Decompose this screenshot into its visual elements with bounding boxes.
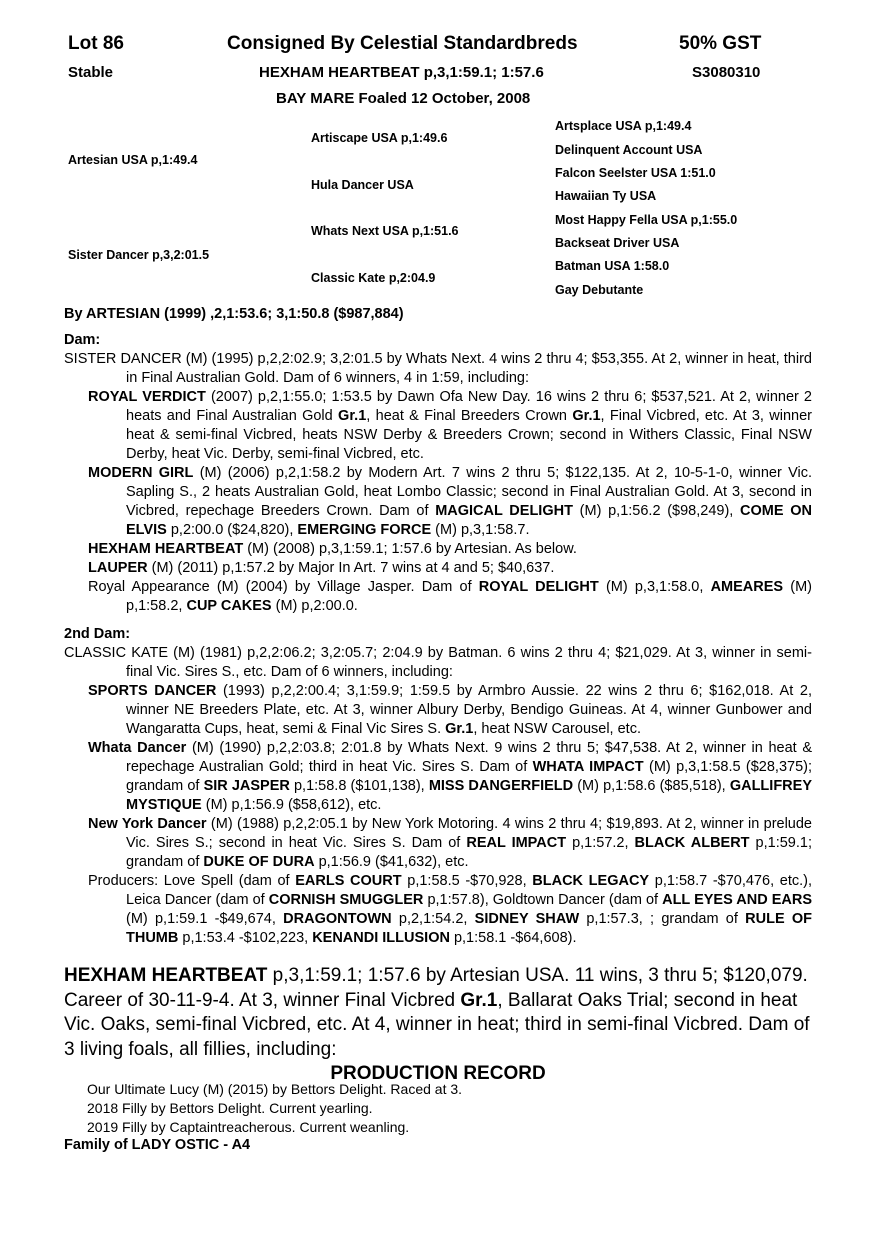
pedigree-gen3: Artsplace USA p,1:49.4 — [555, 119, 692, 133]
entry-text: , heat NSW Carousel, etc. — [473, 721, 641, 737]
bold-name: EMERGING FORCE — [297, 522, 432, 538]
bold-name: BLACK LEGACY — [532, 873, 650, 889]
entry-text: (M) (2008) p,3,1:59.1; 1:57.6 by Artesian. As below. — [243, 541, 577, 557]
entry-text: (M) (2006) p,2,1:58.2 by Modern Art. 7 wins 2 thru 5; $122,135. At 2, 10-5-1-0, winner Vic. Sapling S., 2 heats Australian Gold, heat Lombo Classic; second in Final Australian Gold. At 3, second in Vicbred, repechage Breeders Crown. Dam of — [126, 465, 813, 519]
bold-name: ALL EYES AND EARS — [662, 892, 813, 908]
bold-name: MISS DANGERFIELD — [428, 778, 574, 794]
entry-text: (M) p,1:58.2, — [126, 579, 813, 614]
bold-name: Whata Dancer — [88, 740, 187, 756]
entry-text: p,1:58.7 -$70,476, etc.), Leica Dancer (dam of — [126, 873, 812, 908]
dam-label: Dam: — [64, 332, 101, 348]
summary-text-2: , Ballarat Oaks Trial; second in heat Vic. Oaks, semi-final Vicbred, etc. At 4, winner in heat; third in semi-final Vicbred. Dam of 3 living foals, all fillies, including: — [64, 989, 810, 1060]
dam-lead: SISTER DANCER (M) (1995) p,2,2:02.9; 3,2:01.5 by Whats Next. 4 wins 2 thru 4; $53,355. At 2, winner in heat, third in Final Australian Gold. Dam of 6 winners, 4 in 1:59, including: — [64, 351, 812, 386]
bold-name: DUKE OF DURA — [203, 854, 315, 870]
entry-text: (M) (2011) p,1:57.2 by Major In Art. 7 wins at 4 and 5; $40,637. — [147, 560, 555, 576]
summary-paragraph — [64, 964, 812, 1062]
entry-text: (M) p,3,1:58.7. — [431, 522, 530, 538]
bold-name: WHATA IMPACT — [532, 759, 644, 775]
bold-name: GALLIFREY MYSTIQUE — [126, 778, 812, 813]
entry-text: p,1:58.5 -$70,928, — [401, 873, 533, 889]
entry-text: (M) p,1:59.1 -$49,674, — [126, 911, 284, 927]
offspring-entry — [64, 815, 812, 872]
entry-text: p,1:57.3, ; grandam of — [579, 911, 746, 927]
second-dam-label: 2nd Dam: — [64, 626, 131, 642]
entry-text: p,1:58.1 -$64,608). — [449, 930, 577, 946]
pedigree-gen3: Gay Debutante — [555, 283, 644, 297]
bold-name: Gr.1 — [445, 721, 474, 737]
bold-name: BLACK ALBERT — [634, 835, 750, 851]
bold-name: MAGICAL DELIGHT — [435, 503, 573, 519]
second-dam-lead: CLASSIC KATE (M) (1981) p,2,2:06.2; 3,2:05.7; 2:04.9 by Batman. 6 wins 2 thru 4; $21,029. At 3, winner in semi-final Vic. Sires S., etc. Dam of 6 winners, including: — [64, 645, 812, 680]
bold-name: Gr.1 — [572, 408, 601, 424]
production-item: 2018 Filly by Bettors Delight. Current yearling. — [87, 1100, 373, 1116]
bold-name: AMEARES — [710, 579, 784, 595]
bold-name: HEXHAM HEARTBEAT — [88, 541, 244, 557]
entry-text: (M) p,1:56.9 ($58,612), etc. — [201, 797, 382, 813]
bold-name: SPORTS DANCER — [88, 683, 217, 699]
bold-name: CORNISH SMUGGLER — [268, 892, 424, 908]
dam-offspring-list — [64, 388, 812, 616]
bold-name: EARLS COURT — [295, 873, 402, 889]
entry-text: p,1:58.8 ($101,138), — [289, 778, 429, 794]
entry-text: p,1:56.9 ($41,632), etc. — [314, 854, 469, 870]
entry-text: Royal Appearance (M) (2004) by Village Jasper. Dam of — [88, 579, 479, 595]
entry-text: p,1:59.1; grandam of — [126, 835, 812, 870]
horse-title: HEXHAM HEARTBEAT p,3,1:59.1; 1:57.6 — [259, 64, 544, 81]
entry-text: (M) (1990) p,2,2:03.8; 2:01.8 by Whats Next. 9 wins 2 thru 5; $47,538. At 2, winner in heat & repechage Australian Gold; third in heat Vic. Sires S. Dam of — [126, 740, 812, 775]
offspring-entry — [64, 578, 812, 616]
entry-text: p,1:57.2, — [566, 835, 635, 851]
bold-name: COME ON ELVIS — [126, 503, 813, 538]
horse-summary — [64, 964, 812, 1087]
bold-name: ROYAL DELIGHT — [478, 579, 599, 595]
bold-name: MODERN GIRL — [88, 465, 194, 481]
offspring-entry — [64, 872, 812, 948]
pedigree-sire-sire: Artiscape USA p,1:49.6 — [311, 131, 448, 145]
pedigree-gen3: Hawaiian Ty USA — [555, 189, 657, 203]
entry-text: p,2:00.0 ($24,820), — [166, 522, 298, 538]
production-item: Our Ultimate Lucy (M) (2015) by Bettors Delight. Raced at 3. — [87, 1081, 463, 1097]
bold-name: SIDNEY SHAW — [474, 911, 580, 927]
pedigree-dam-dam: Classic Kate p,2:04.9 — [311, 271, 436, 285]
bold-name: DRAGONTOWN — [283, 911, 392, 927]
horse-code: S3080310 — [692, 64, 761, 81]
consignor: Consigned By Celestial Standardbreds — [227, 33, 578, 54]
entry-text: (M) p,1:56.2 ($98,249), — [572, 503, 741, 519]
entry-text: , heat & Final Breeders Crown — [366, 408, 573, 424]
bold-name: Gr.1 — [338, 408, 367, 424]
offspring-entry — [64, 464, 812, 540]
offspring-entry — [64, 540, 812, 559]
pedigree-sire-dam: Hula Dancer USA — [311, 178, 414, 192]
entry-text: Producers: Love Spell (dam of — [88, 873, 296, 889]
entry-text: (M) p,3,1:58.5 ($28,375); grandam of — [126, 759, 812, 794]
entry-text: p,2,1:54.2, — [391, 911, 475, 927]
entry-text: (2007) p,2,1:55.0; 1:53.5 by Dawn Ofa New Day. 16 wins 2 thru 6; $537,521. At 2, winner 2 heats and Final Australian Gold — [126, 389, 812, 424]
offspring-entry — [64, 682, 812, 739]
pedigree-dam-sire: Whats Next USA p,1:51.6 — [311, 224, 459, 238]
offspring-entry — [64, 559, 812, 578]
entry-text: p,1:53.4 -$102,223, — [178, 930, 313, 946]
second-dam-section — [64, 625, 812, 948]
pedigree-gen3: Falcon Seelster USA 1:51.0 — [555, 166, 716, 180]
second-dam-offspring-list — [64, 682, 812, 948]
pedigree-dam: Sister Dancer p,3,2:01.5 — [68, 248, 210, 262]
bold-name: ROYAL VERDICT — [88, 389, 206, 405]
summary-group: Gr.1 — [460, 989, 498, 1011]
pedigree-gen3: Most Happy Fella USA p,1:55.0 — [555, 213, 738, 227]
entry-text: (M) p,3,1:58.0, — [598, 579, 711, 595]
entry-text: (M) (1988) p,2,2:05.1 by New York Motoring. 4 wins 2 thru 4; $19,893. At 2, winner in prelude Vic. Sires S.; second in heat Vic. Sires S. Dam of — [126, 816, 812, 851]
production-record-list — [87, 1080, 462, 1137]
summary-text: p,3,1:59.1; 1:57.6 by Artesian USA. 11 wins, 3 thru 5; $120,079. Career of 30-11-9-4. At 3, winner Final Vicbred — [64, 965, 808, 1011]
gst-note: 50% GST — [679, 33, 762, 54]
entry-text: (1993) p,2,2:00.4; 3,1:59.9; 1:59.5 by Armbro Aussie. 22 wins 2 thru 6; $162,018. At 2, winner NE Breeders Plate, etc. At 3, winner Albury Derby, Bendigo Guineas. At 4, winner Gunbower and Wangaratta Cups, heat, semi & Final Vic Sires S. — [126, 683, 812, 737]
pedigree-gen3: Batman USA 1:58.0 — [555, 259, 670, 273]
production-record-title: PRODUCTION RECORD — [330, 1063, 546, 1084]
family-line: Family of LADY OSTIC - A4 — [64, 1137, 251, 1153]
summary-horse-name: HEXHAM HEARTBEAT — [64, 965, 268, 986]
pedigree-gen3: Delinquent Account USA — [555, 143, 703, 157]
offspring-entry — [64, 388, 812, 464]
bold-name: New York Dancer — [88, 816, 207, 832]
pedigree-gen3: Backseat Driver USA — [555, 236, 680, 250]
entry-text: , Final Vicbred, etc. At 3, winner heat & semi-final Vicbred, heats NSW Derby & Breeders Crown; second in Withers Classic, Final NSW Derby, heat Vic. Derby, semi-final Vicbred, etc. — [126, 408, 812, 462]
production-item: 2019 Filly by Captaintreacherous. Current weanling. — [87, 1119, 410, 1135]
lot-number: Lot 86 — [68, 33, 124, 54]
bold-name: LAUPER — [88, 560, 148, 576]
pedigree-sire: Artesian USA p,1:49.4 — [68, 153, 198, 167]
entry-text: p,1:57.8), Goldtown Dancer (dam of — [423, 892, 663, 908]
bold-name: KENANDI ILLUSION — [312, 930, 450, 946]
bold-name: CUP CAKES — [186, 598, 272, 614]
foaled-line: BAY MARE Foaled 12 October, 2008 — [276, 90, 531, 107]
offspring-entry — [64, 739, 812, 815]
bold-name: REAL IMPACT — [466, 835, 567, 851]
stable-label: Stable — [68, 64, 114, 81]
dam-section — [64, 331, 812, 616]
bold-name: RULE OF THUMB — [126, 911, 812, 946]
entry-text: (M) p,1:58.6 ($85,518), — [573, 778, 730, 794]
entry-text: (M) p,2:00.0. — [271, 598, 358, 614]
sire-line: By ARTESIAN (1999) ,2,1:53.6; 3,1:50.8 ($987,884) — [64, 306, 404, 322]
bold-name: SIR JASPER — [203, 778, 290, 794]
